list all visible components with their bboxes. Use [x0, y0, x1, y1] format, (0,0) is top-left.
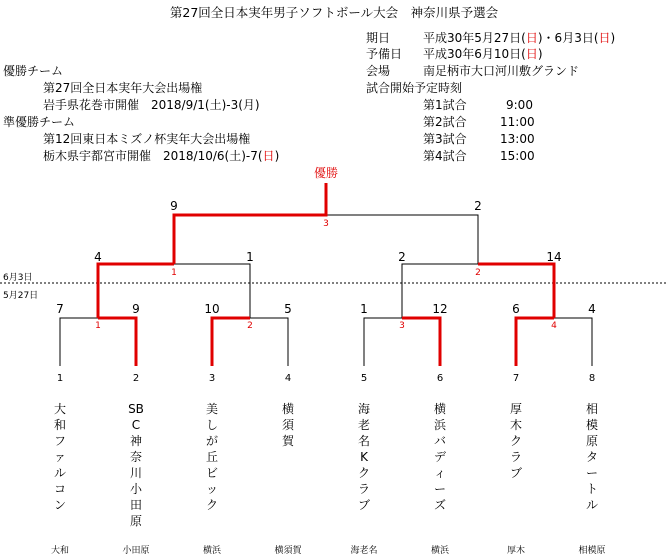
- semi2-right-score: 14: [546, 250, 562, 264]
- r1-match3-game-number: 3: [399, 321, 405, 331]
- team1-name: 大和ファルコン: [53, 402, 66, 512]
- r1-match1-left-score: 7: [56, 302, 64, 316]
- semi2-left-score: 2: [398, 250, 406, 264]
- game4-time: 15:00: [500, 149, 535, 163]
- page-title: 第27回全日本実年男子ソフトボール大会 神奈川県予選会: [169, 5, 499, 20]
- date-round2: 6月3日: [3, 273, 33, 283]
- champion-label: 優勝: [313, 166, 338, 180]
- team2-name: SBC神奈川小田原: [128, 402, 144, 528]
- team8-area: 相模原: [578, 546, 606, 556]
- r1-match4-right-score: 4: [588, 302, 596, 316]
- runnerup-line1: 第12回東日本ミズノ杯実年大会出場権: [43, 132, 251, 146]
- game3-label: 第3試合: [423, 132, 467, 146]
- team8-name: 相模原タートル: [585, 402, 598, 512]
- r1-match2-left-score: 10: [204, 302, 220, 316]
- semi1-left-score: 4: [94, 250, 102, 264]
- venue-value: 南足柄市大口河川敷グランド: [423, 64, 580, 78]
- game2-label: 第2試合: [423, 115, 467, 129]
- date-round1: 5月27日: [3, 291, 39, 301]
- winner-line2: 岩手県花巻市開催 2018/9/1(土)-3(月): [43, 98, 260, 112]
- team3-name: 美しが丘ビック: [205, 402, 218, 512]
- reserve-label: 予備日: [366, 47, 403, 61]
- team3-number: 3: [208, 373, 216, 384]
- r1-match4-game-number: 4: [551, 321, 557, 331]
- game3-time: 13:00: [500, 132, 535, 146]
- final-game-number: 3: [323, 219, 329, 229]
- team7-number: 7: [512, 373, 520, 384]
- team6-area: 横浜: [430, 546, 449, 556]
- team8-number: 8: [588, 373, 596, 384]
- schedule-label: 試合開始予定時刻: [366, 81, 463, 95]
- r1-match2-right-score: 5: [284, 302, 292, 316]
- team5-area: 海老名: [350, 546, 378, 556]
- team6-number: 6: [436, 373, 444, 384]
- venue-label: 会場: [366, 64, 391, 78]
- team6-name: 横浜バディーズ: [433, 402, 446, 512]
- final-right-score: 2: [474, 199, 482, 213]
- period-value: 平成30年5月27日(日)・6月3日(日): [423, 31, 616, 45]
- r1-match4-left-score: 6: [512, 302, 520, 316]
- winner-line1: 第27回全日本実年大会出場権: [43, 81, 203, 95]
- team7-area: 厚木: [506, 546, 525, 556]
- team4-area: 横須賀: [274, 546, 302, 556]
- team3-area: 横浜: [202, 546, 221, 556]
- game1-label: 第1試合: [423, 98, 467, 112]
- team5-number: 5: [360, 373, 368, 384]
- r1-match3-left-score: 1: [360, 302, 368, 316]
- semi2-game-number: 2: [475, 268, 481, 278]
- r1-match2-game-number: 2: [247, 321, 253, 331]
- team2-area: 小田原: [122, 546, 150, 556]
- team1-area: 大和: [50, 546, 69, 556]
- winner-heading: 優勝チーム: [3, 64, 64, 78]
- team2-number: 2: [132, 373, 140, 384]
- period-label: 期日: [366, 31, 391, 45]
- team1-number: 1: [56, 373, 64, 384]
- game2-time: 11:00: [500, 115, 535, 129]
- team5-name: 海老名Kクラブ: [357, 402, 370, 512]
- game4-label: 第4試合: [423, 149, 467, 163]
- r1-match3-right-score: 12: [432, 302, 448, 316]
- r1-match1-game-number: 1: [95, 321, 101, 331]
- semi1-right-score: 1: [246, 250, 254, 264]
- team4-number: 4: [284, 373, 292, 384]
- semi1-game-number: 1: [171, 268, 177, 278]
- final-left-score: 9: [170, 199, 178, 213]
- runnerup-heading: 準優勝チーム: [3, 115, 76, 129]
- team4-name: 横須賀: [281, 402, 294, 448]
- team7-name: 厚木クラブ: [509, 402, 522, 480]
- reserve-value: 平成30年6月10日(日): [423, 47, 543, 61]
- r1-match1-right-score: 9: [132, 302, 140, 316]
- runnerup-line2: 栃木県宇都宮市開催 2018/10/6(土)-7(日): [43, 149, 280, 163]
- game1-time: 9:00: [506, 98, 533, 112]
